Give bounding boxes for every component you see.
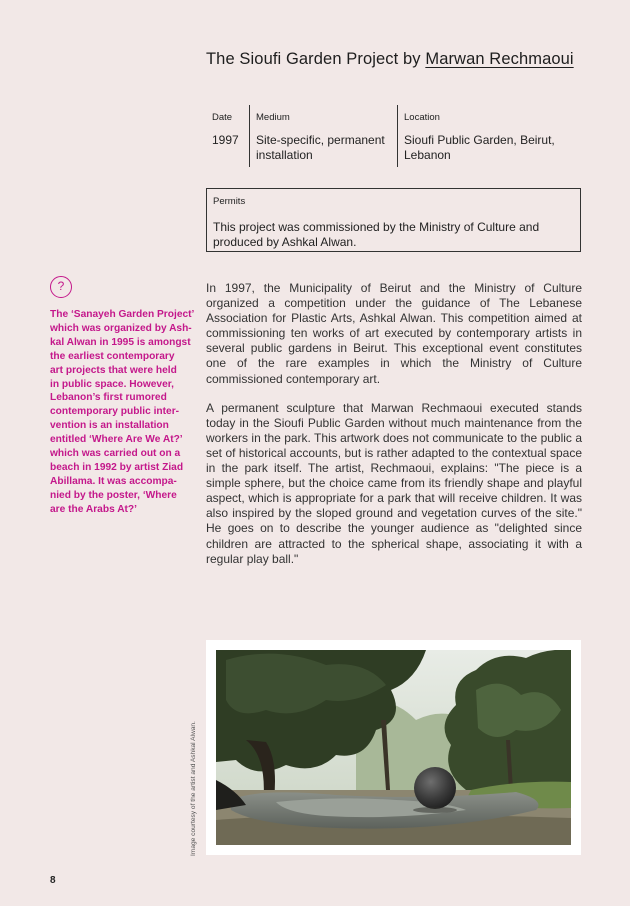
body-paragraph-1: In 1997, the Municipality of Beirut and the Ministry of Culture organized a competition under the guidance of The Lebanese Association for Plastic Arts, Ashkal Alwan. This competition aimed at commissioning ten works of art executed by contemporary artists in several public gardens in Beirut. This exceptional event constitutes one of the rare examples in which the Ministry of Culture commissioned contemporary art. — [206, 281, 582, 386]
body-paragraph-2: A permanent sculpture that Marwan Rechmaoui executed stands today in the Sioufi Public Garden without much maintenance from the workers in the park. This artwork does not communicate to the public a set of historical accounts, but is rather adapted to the contextual space in the park itself. The artist, Rechmaoui, explains: "The piece is a simple sphere, but the choice came from its friendly shape and playful aspect, which is appropriate for a park that will receive children. It was also inspired by the sloped ground and vegetation curves of the site." He goes on to describe the younger audience as "delighted since children are attracted to the spherical shape, associating it with a regular play ball." — [206, 400, 582, 566]
location-line-1: Sioufi Public Garden, Beirut, — [404, 133, 555, 147]
title-prefix: The Sioufi Garden Project by — [206, 50, 426, 68]
medium-value — [256, 133, 396, 163]
medium-label: Medium — [256, 112, 290, 123]
sidenote-line: nied by the poster, ‘Where — [50, 489, 177, 501]
sidenote-line: contemporary public inter- — [50, 406, 180, 418]
location-value — [404, 133, 582, 163]
page-number: 8 — [50, 875, 56, 886]
medium-line-2: installation — [256, 148, 313, 162]
date-label: Date — [212, 112, 233, 123]
sidenote-line: The ‘Sanayeh Garden Project’ — [50, 309, 195, 320]
location-line-2: Lebanon — [404, 148, 451, 162]
page-title — [206, 50, 574, 69]
permits-box — [206, 188, 581, 252]
location-label: Location — [404, 112, 440, 123]
sidenote-line: which was carried out on a — [50, 448, 181, 460]
question-mark-icon: ? — [50, 276, 72, 298]
article-body — [206, 281, 582, 581]
sidenote-line: art projects that were held — [50, 364, 177, 376]
sidenote-line: vention is an installation — [50, 420, 169, 432]
permits-label: Permits — [213, 196, 246, 207]
garden-sphere-photo — [216, 650, 571, 845]
metadata-table — [206, 105, 581, 167]
photo-frame — [206, 640, 581, 855]
sidenote-line: are the Arabs At?’ — [50, 503, 137, 515]
sidenote — [50, 308, 200, 517]
medium-line-1: Site-specific, permanent — [256, 133, 385, 147]
sidenote-line: Lebanon’s first rumored — [50, 392, 167, 404]
sidenote-line: Abillama. It was accompa- — [50, 475, 177, 487]
medium-column — [249, 105, 398, 167]
permits-line-1: This project was commissioned by the Ministry of Culture and — [213, 220, 540, 234]
date-value: 1997 — [212, 133, 239, 147]
location-column — [397, 105, 581, 167]
sidenote-line: the earliest contemporary — [50, 350, 175, 362]
artist-name-link[interactable]: Marwan Rechmaoui — [425, 50, 574, 68]
sidenote-line: in public space. However, — [50, 378, 174, 390]
sidenote-line: entitled ‘Where Are We At?’ — [50, 434, 183, 446]
sidenote-line: which was organized by Ash- — [50, 322, 192, 334]
permits-line-2: produced by Ashkal Alwan. — [213, 235, 357, 249]
image-credit: Image courtesy of the artist and Ashkal Alwan. — [190, 721, 197, 856]
sidenote-line: beach in 1992 by artist Ziad — [50, 461, 184, 473]
date-column — [206, 105, 248, 167]
permits-text — [213, 220, 574, 250]
sidenote-line: kal Alwan in 1995 is amongst — [50, 336, 191, 348]
